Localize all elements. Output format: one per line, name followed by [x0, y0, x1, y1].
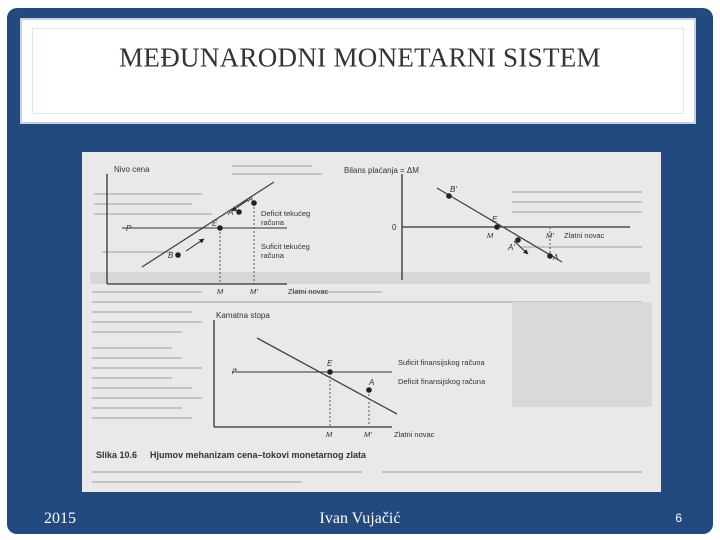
panel1-label-A: A	[248, 195, 254, 204]
panel1-price-label: P	[126, 224, 132, 233]
slide-title: MEĐUNARODNI MONETARNI SISTEM	[119, 42, 601, 73]
panel3-tick-M1: M'	[364, 430, 372, 439]
panel3-surplus-label: Suficit finansijskog računa	[398, 358, 485, 367]
interest-curve	[257, 338, 397, 414]
panel3-x-label: Zlatni novac	[394, 430, 435, 439]
point-A1	[236, 209, 242, 215]
panel2-label-A1: A'	[508, 243, 515, 252]
footer-year: 2015	[44, 510, 76, 527]
panel2-zero-label: 0	[392, 223, 397, 232]
point-A3	[366, 387, 372, 393]
point-B1	[446, 193, 452, 199]
scan-band	[90, 272, 650, 284]
figure-image	[82, 152, 661, 492]
panel1-label-E: E	[212, 219, 218, 228]
figure-caption-number: Slika 10.6	[96, 450, 138, 460]
panel2-x-label: Zlatni novac	[564, 231, 605, 240]
scan-block	[512, 302, 652, 407]
panel2-label-A: A	[553, 253, 559, 262]
panel1-surplus-label-2: računa	[261, 251, 284, 260]
panel1-surplus-label-1: Suficit tekućeg	[261, 242, 310, 251]
figure-caption-text: Hjumov mehanizam cena–tokovi monetarnog zlata	[150, 450, 367, 460]
point-A1-2	[515, 237, 521, 243]
point-B	[175, 252, 181, 258]
panel2-y-label: Bilans plaćanja = ΔM	[344, 166, 419, 175]
panel3-deficit-label: Deficit finansijskog računa	[398, 377, 486, 386]
footer-author: Ivan Vujačić	[319, 510, 401, 527]
panel3-tick-M: M	[326, 430, 333, 439]
panel2-tick-M: M	[487, 231, 494, 240]
page-number: 6	[675, 511, 682, 525]
panel1-x-label: Zlatni novac	[288, 287, 329, 296]
panel2-label-B1: B'	[450, 185, 457, 194]
panel2-label-E: E	[492, 215, 498, 224]
panel3-interest-rate	[214, 320, 397, 427]
panel1-tick-M1: M'	[250, 287, 258, 296]
panel1-label-A1: A'	[228, 208, 235, 217]
point-E3	[327, 369, 333, 375]
payments-curve	[437, 188, 562, 262]
panel1-price-level	[107, 174, 287, 284]
panel3-rate-label: i*	[232, 367, 237, 376]
panel1-deficit-label-2: računa	[261, 218, 284, 227]
panel3-y-label: Kamatna stopa	[216, 311, 270, 320]
point-E2	[494, 224, 500, 230]
panel3-label-E: E	[327, 359, 333, 368]
figure-svg	[82, 152, 661, 492]
panel1-deficit-label-1: Deficit tekućeg	[261, 209, 311, 218]
point-A2	[547, 253, 553, 259]
panel1-tick-M: M	[217, 287, 224, 296]
panel2-balance-of-payments	[402, 174, 630, 280]
panel1-label-B: B	[168, 251, 174, 260]
panel1-y-label: Nivo cena	[114, 165, 150, 174]
panel2-tick-M1: M'	[546, 231, 554, 240]
panel3-label-A: A	[369, 378, 375, 387]
point-E	[217, 225, 223, 231]
